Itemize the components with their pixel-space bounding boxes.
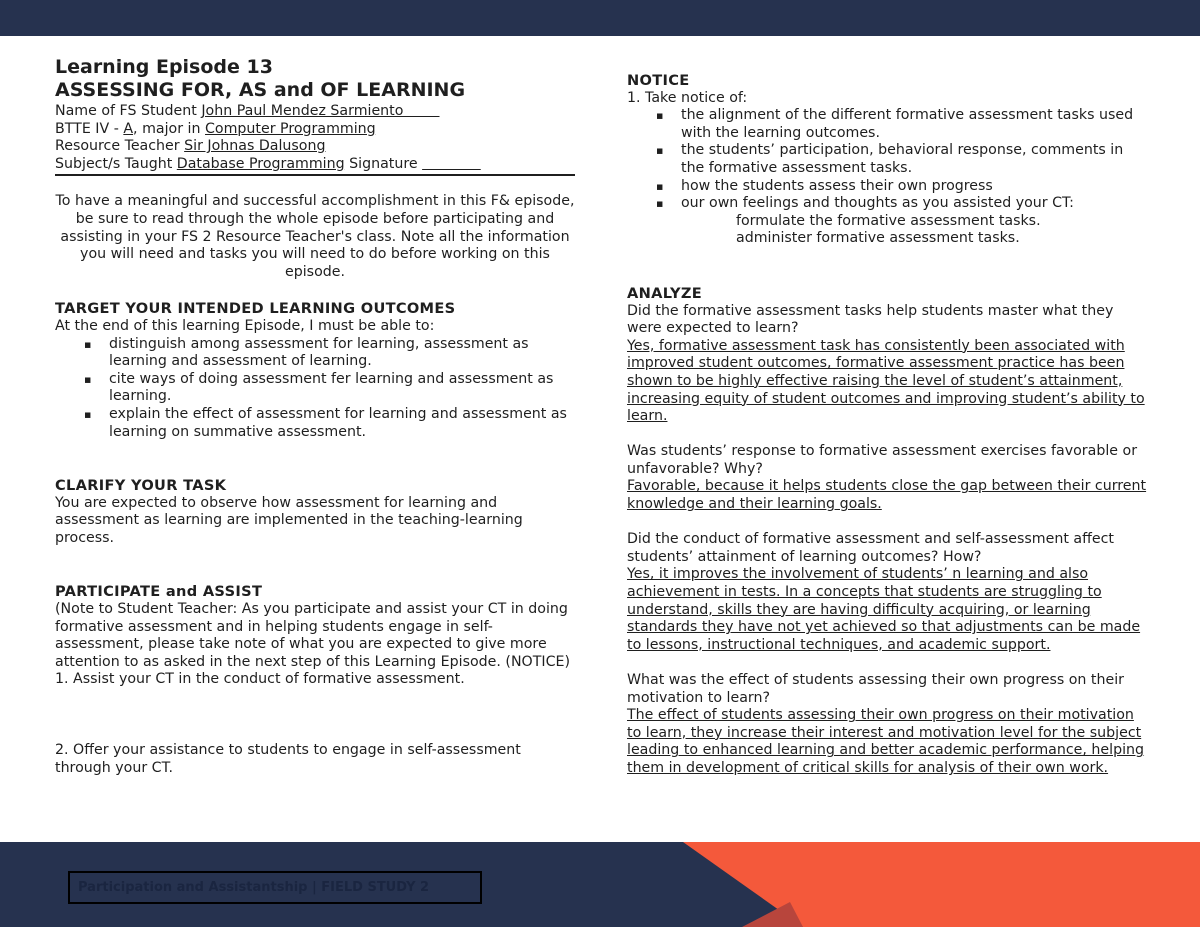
list-item: ▪ how the students assess their own progress [681, 178, 1147, 196]
subject-label: Subject/s Taught [55, 155, 177, 172]
footer-label: Participation and Assistantship | FIELD STUDY 2 [68, 871, 482, 904]
analyze-question: Was students’ response to formative assessment exercises favorable or unfavorable? Why? [627, 443, 1138, 477]
list-item: ▪ our own feelings and thoughts as you assisted your CT: [681, 195, 1147, 213]
participate-note: (Note to Student Teacher: As you participate and assist your CT in doing formative assessment and in helping students engage in self-assessment, please take note of what you are expected to give more attention to as asked in the next step of this Learning Episode. (NOTICE) [55, 601, 570, 670]
participate-heading: PARTICIPATE and ASSIST [55, 583, 263, 601]
target-section [55, 300, 575, 441]
program-label: BTTE IV - [55, 120, 124, 137]
student-name-value: John Paul Mendez Sarmiento [201, 103, 440, 119]
target-heading: TARGET YOUR INTENDED LEARNING OUTCOMES [55, 300, 456, 318]
teacher-line [55, 138, 575, 156]
student-name-line [55, 103, 575, 121]
list-item: ▪ the students’ participation, behavioral response, comments in the formative assessment tasks. [681, 142, 1147, 177]
clarify-text: You are expected to observe how assessment for learning and assessment as learning are implemented in the teaching-learning process. [55, 494, 523, 546]
notice-sub-item: administer formative assessment tasks. [736, 230, 1020, 247]
notice-list [627, 107, 1147, 213]
program-value: A [123, 120, 134, 137]
teacher-value: Sir Johnas Dalusong [184, 138, 326, 155]
top-band [0, 0, 1200, 36]
list-item: ▪ explain the effect of assessment for learning and assessment as learning on summative assessment. [109, 406, 575, 441]
signature-value [422, 156, 481, 172]
participate-step-1: 1. Assist your CT in the conduct of formative assessment. [55, 671, 465, 688]
target-lead: At the end of this learning Episode, I must be able to: [55, 317, 435, 334]
analyze-answer: Yes, formative assessment task has consistently been associated with improved student outcomes, formative assessment practice has been shown to be highly effective raising the level of student’s attainment, increasing equity of student outcomes and improving student’s ability to learn. [627, 337, 1145, 425]
episode-title: Learning Episode 13 [55, 56, 273, 78]
signature-label: Signature [344, 155, 423, 172]
major-label: , major in [133, 120, 205, 137]
analyze-heading: ANALYZE [627, 284, 703, 302]
list-item: ▪ distinguish among assessment for learning, assessment as learning and assessment of learning. [109, 336, 575, 371]
subject-value: Database Programming [176, 155, 345, 172]
student-name-label: Name of FS Student [55, 103, 202, 119]
notice-heading: NOTICE [627, 72, 690, 89]
intro-text: To have a meaningful and successful accomplishment in this F& episode, be sure to read through the whole episode before participating and assisting in your FS 2 Resource Teacher's class. Note all the information you will need and tasks you will need to do before working on this episode. [55, 193, 575, 280]
student-info [55, 103, 575, 176]
episode-subtitle: ASSESSING FOR, AS and OF LEARNING [55, 79, 466, 101]
list-item: ▪ the alignment of the different formative assessment tasks used with the learning outcomes. [681, 107, 1147, 142]
participate-section [55, 583, 575, 777]
clarify-section [55, 477, 575, 547]
notice-section [627, 72, 1147, 248]
analyze-question: Did the conduct of formative assessment and self-assessment affect students’ attainment of learning outcomes? How? [627, 531, 1114, 565]
right-column [627, 72, 1147, 778]
orange-accent [683, 842, 1200, 927]
analyze-answer: Favorable, because it helps students close the gap between their current knowledge and their learning goals. [627, 478, 1147, 513]
teacher-label: Resource Teacher [55, 138, 185, 155]
participate-step-2: 2. Offer your assistance to students to engage in self-assessment through your CT. [55, 742, 521, 776]
analyze-answer: Yes, it improves the involvement of students’ n learning and also achievement in tests. In a concepts that students are struggling to understand, skills they are having difficulty acquiring, or learning standards they have not yet achieved so that adjustments can be made to lessons, instructional techniques, and academic support. [627, 566, 1141, 653]
analyze-question: What was the effect of students assessing their own progress on their motivation to learn? [627, 672, 1124, 706]
subject-line [55, 156, 575, 174]
analyze-question: Did the formative assessment tasks help students master what they were expected to learn? [627, 302, 1114, 337]
notice-lead: 1. Take notice of: [627, 89, 748, 106]
analyze-section [627, 285, 1147, 778]
analyze-answer: The effect of students assessing their own progress on their motivation to learn, they increase their interest and motivation level for the subject leading to enhanced learning and better academic performance, helping them in development of critical skills for analysis of their own work. [627, 707, 1145, 776]
major-value: Computer Programming [205, 120, 376, 137]
clarify-heading: CLARIFY YOUR TASK [55, 477, 227, 495]
left-column [55, 56, 575, 777]
notice-sub-item: formulate the formative assessment tasks. [736, 212, 1041, 229]
target-list [55, 336, 575, 442]
list-item: ▪ cite ways of doing assessment fer learning and assessment as learning. [109, 371, 575, 406]
program-line [55, 121, 575, 139]
